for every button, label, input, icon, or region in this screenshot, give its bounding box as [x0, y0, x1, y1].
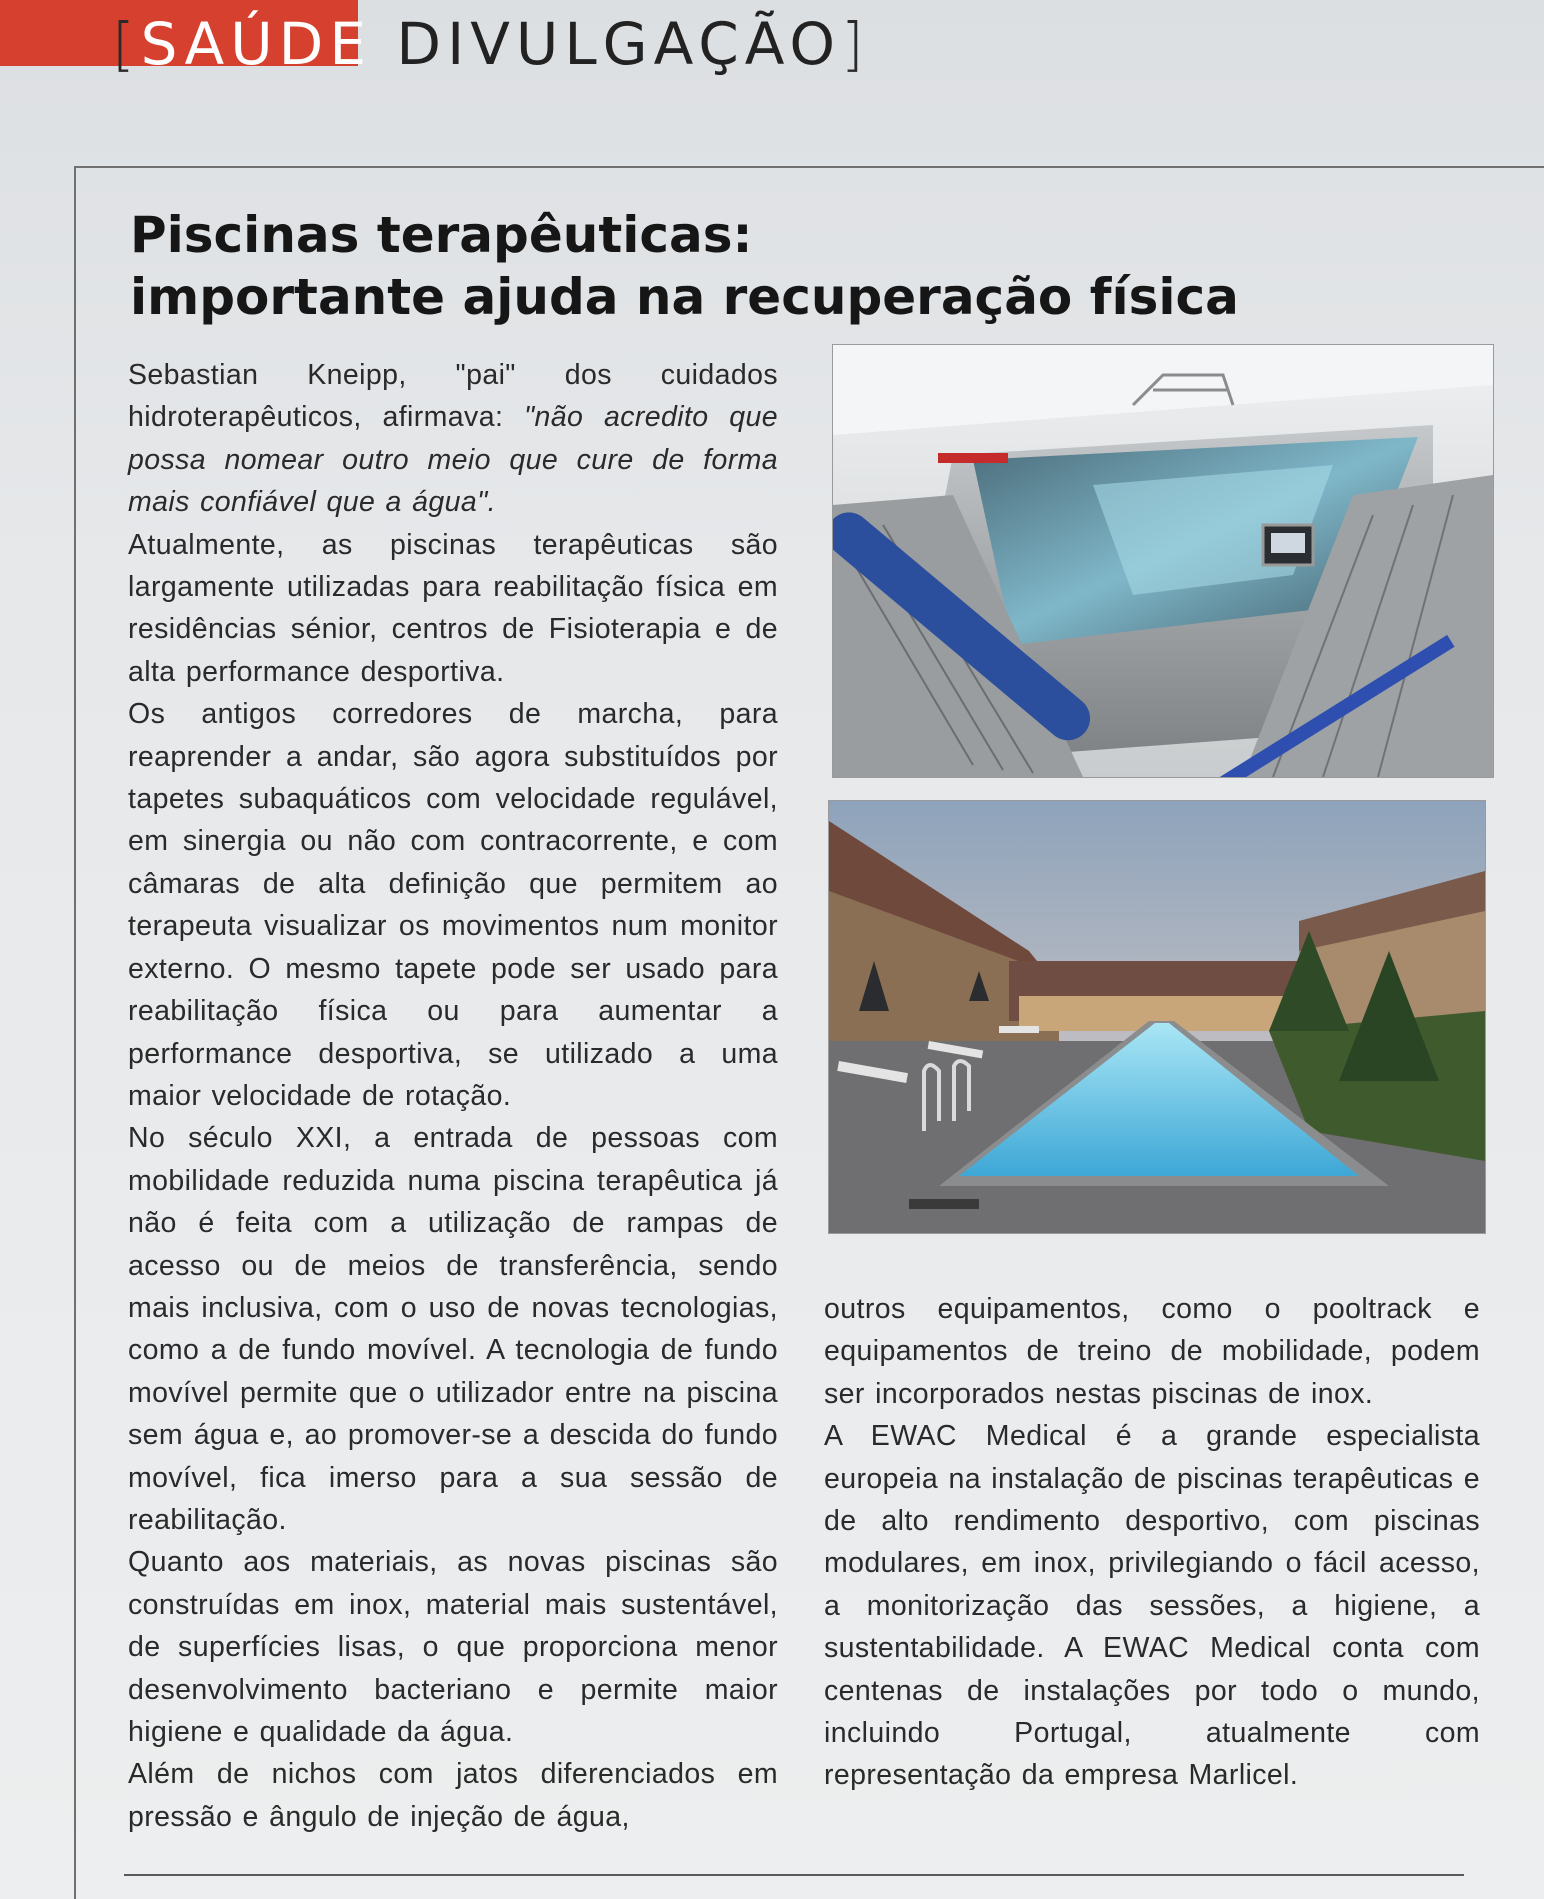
- kneipp-quote: "não acredito que possa nomear outro meio que cure de forma mais confiável que a água".: [128, 401, 778, 519]
- paragraph-movable-floor: No século XXI, a entrada de pessoas com mobilidade reduzida numa piscina terapêutica já não é feita com a utilização de rampas de acesso ou de meios de transferência, sendo mais inclusiva, com o uso de novas tecnologias, como a de fundo movível. A tecnologia de fundo movível permite que o utilizador entre na piscina sem água e, ao promover-se a descida do fundo movível, fica imerso para a sua sessão de reabilitação.: [128, 1122, 778, 1536]
- outdoor-pool-photo: [828, 800, 1486, 1234]
- indoor-pool-illustration: [833, 345, 1493, 777]
- bracket-open: [: [112, 10, 141, 78]
- paragraph-treadmills: Os antigos corredores de marcha, para reaprender a andar, são agora substituídos por tapetes subaquáticos com velocidade regulável, em sinergia ou não com contracorrente, e com câmaras de alta definição que permitem ao terapeuta visualizar os movimentos num monitor externo. O mesmo tapete pode ser usado para reabilitação física ou para aumentar a performance desportiva, se utilizado a uma maior velocidade de rotação.: [128, 698, 778, 1112]
- section-label: SAÚDE: [140, 10, 372, 78]
- title-line-2: importante ajuda na recuperação física: [130, 268, 1239, 326]
- bottom-divider: [124, 1874, 1464, 1876]
- subsection-label: DIVULGAÇÃO: [396, 10, 842, 78]
- left-column: [128, 354, 778, 1838]
- paragraph-niches: Além de nichos com jatos diferenciados em pressão e ângulo de injeção de água,: [128, 1758, 778, 1833]
- paragraph-ewac: A EWAC Medical é a grande especialista europeia na instalação de piscinas terapêuticas e de alto rendimento desportivo, com piscinas modulares, em inox, privilegiando o fácil acesso, a monitorização das sessões, a higiene, a sustentabilidade. A EWAC Medical conta com centenas de instalações por todo o mundo, incluindo Portugal, atualmente com representação da empresa Marlicel.: [824, 1420, 1480, 1792]
- paragraph-equipment: outros equipamentos, como o pooltrack e equipamentos de treino de mobilidade, podem ser incorporados nestas piscinas de inox.: [824, 1293, 1480, 1410]
- paragraph-current-use: Atualmente, as piscinas terapêuticas são largamente utilizadas para reabilitação física em residências sénior, centros de Fisioterapia e de alta performance desportiva.: [128, 528, 778, 688]
- section-header: [112, 4, 870, 84]
- article-title: [130, 204, 1239, 328]
- title-line-1: Piscinas terapêuticas:: [130, 206, 753, 264]
- right-column: [824, 1288, 1480, 1797]
- kneipp-intro: Sebastian Kneipp, "pai" dos cuidados hidroterapêuticos, afirmava:: [128, 359, 778, 434]
- paragraph-materials: Quanto aos materiais, as novas piscinas são construídas em inox, material mais sustentável, de superfícies lisas, o que proporciona menor desenvolvimento bacteriano e permite maior higiene e qualidade da água.: [128, 1546, 778, 1748]
- bracket-close: ]: [841, 10, 870, 78]
- indoor-therapy-pool-photo: [832, 344, 1494, 778]
- outdoor-pool-illustration: [829, 801, 1485, 1233]
- paragraph-kneipp: [128, 354, 778, 524]
